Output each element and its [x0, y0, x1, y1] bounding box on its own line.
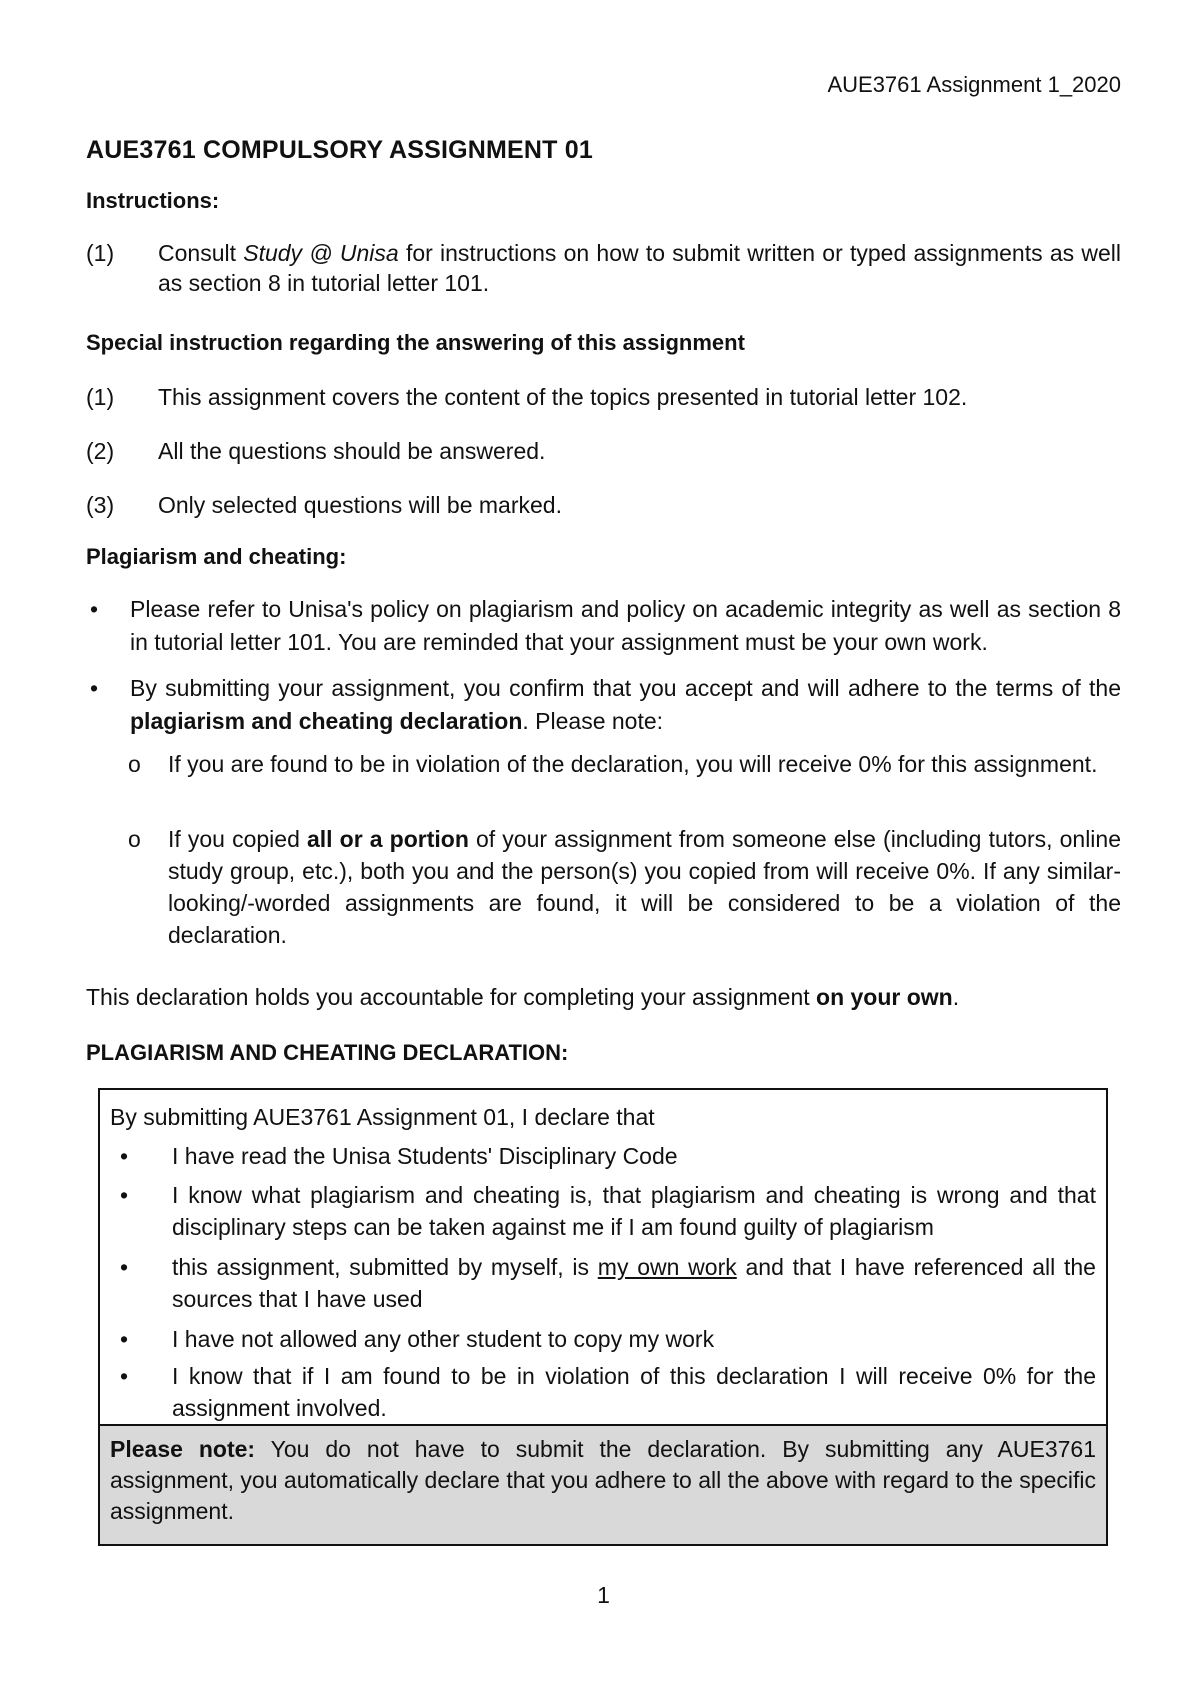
- declaration-item-text: I have not allowed any other student to copy my work: [172, 1326, 715, 1352]
- declaration-intro: By submitting AUE3761 Assignment 01, I declare that: [110, 1104, 655, 1130]
- item-text: Only selected questions will be marked.: [158, 492, 562, 518]
- declaration-body: [100, 1090, 1106, 1426]
- declaration-item: [110, 1140, 1096, 1172]
- list-item-text: By submitting your assignment, you confirm that you accept and will adhere to the terms of the plagiarism and cheating declaration. Please note:: [130, 675, 1121, 734]
- item-text: All the questions should be answered.: [158, 438, 546, 464]
- declaration-item-text: I have read the Unisa Students' Disciplinary Code: [172, 1143, 678, 1169]
- list-item: [86, 672, 1121, 738]
- special-item: [86, 382, 1121, 412]
- page-number: 1: [597, 1582, 610, 1608]
- bullet-icon: •: [120, 1326, 129, 1352]
- bullet-icon: •: [120, 1254, 129, 1280]
- instruction-item: [86, 238, 1121, 298]
- list-item: [86, 593, 1121, 659]
- item-number: (3): [86, 492, 115, 518]
- sub-bullet-icon: o: [128, 751, 141, 777]
- bullet-icon: •: [90, 596, 99, 622]
- declaration-note: Please note: You do not have to submit the declaration. By submitting any AUE3761 assignment, you automatically declare that you adhere to all the above with regard to the specific assignment.: [100, 1426, 1106, 1544]
- declaration-item-text: I know that if I am found to be in violation of this declaration I will receive 0% for the assignment involved.: [172, 1363, 1096, 1421]
- declaration-item-text: this assignment, submitted by myself, is my own work and that I have referenced all the sources that I have used: [172, 1254, 1096, 1312]
- item-number: (1): [86, 240, 115, 266]
- page-title: AUE3761 COMPULSORY ASSIGNMENT 01: [86, 136, 593, 164]
- document-page: [86, 0, 1121, 1696]
- sub-list-item: [126, 748, 1121, 780]
- bullet-icon: •: [120, 1143, 129, 1169]
- special-item: [86, 436, 1121, 466]
- instructions-heading: Instructions:: [86, 188, 220, 213]
- declaration-item: [110, 1360, 1096, 1424]
- item-number: (2): [86, 438, 115, 464]
- plagiarism-heading: Plagiarism and cheating:: [86, 544, 347, 569]
- declaration-item: [110, 1251, 1096, 1315]
- declaration-item-text: I know what plagiarism and cheating is, that plagiarism and cheating is wrong and that disciplinary steps can be taken against me if I am found guilty of plagiarism: [172, 1182, 1096, 1240]
- list-item-text: Please refer to Unisa's policy on plagiarism and policy on academic integrity as well as section 8 in tutorial letter 101. You are reminded that your assignment must be your own work.: [130, 596, 1121, 655]
- declaration-item: [110, 1179, 1096, 1243]
- bullet-icon: •: [90, 675, 99, 701]
- declaration-heading: PLAGIARISM AND CHEATING DECLARATION:: [86, 1040, 569, 1065]
- sub-list-item: [126, 823, 1121, 951]
- item-text: This assignment covers the content of the topics presented in tutorial letter 102.: [158, 384, 968, 410]
- item-number: (1): [86, 384, 115, 410]
- declaration-box: [98, 1088, 1108, 1546]
- accountability-statement: This declaration holds you accountable for completing your assignment on your own.: [86, 984, 960, 1010]
- declaration-item: [110, 1323, 1096, 1355]
- sub-list-item-text: If you copied all or a portion of your assignment from someone else (including tutors, online study group, etc.), both you and the person(s) you copied from will receive 0%. If any similar-looking/-worded assignments are found, it will be considered to be a violation of the declaration.: [168, 826, 1122, 948]
- bullet-icon: •: [120, 1182, 129, 1208]
- special-instruction-heading: Special instruction regarding the answering of this assignment: [86, 330, 745, 355]
- special-item: [86, 490, 1121, 520]
- bullet-icon: •: [120, 1363, 129, 1389]
- sub-bullet-icon: o: [128, 826, 141, 852]
- item-text: Consult Study @ Unisa for instructions on how to submit written or typed assignments as well as section 8 in tutorial letter 101.: [158, 240, 1121, 296]
- sub-list-item-text: If you are found to be in violation of the declaration, you will receive 0% for this assignment.: [168, 751, 1098, 777]
- running-header: AUE3761 Assignment 1_2020: [827, 72, 1121, 97]
